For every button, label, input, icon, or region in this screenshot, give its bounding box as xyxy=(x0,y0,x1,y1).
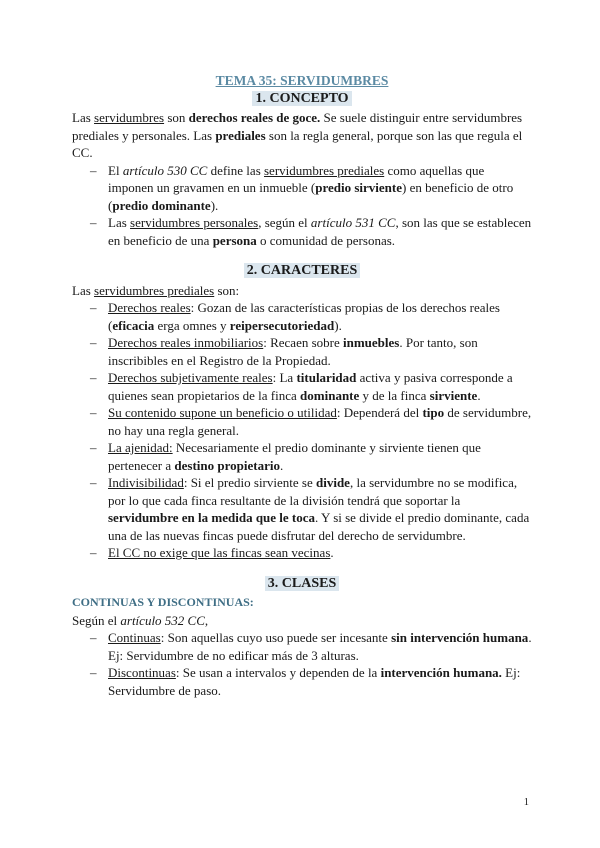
list-item xyxy=(72,334,532,369)
text-run: : Son aquellas cuyo uso puede ser incesante xyxy=(160,630,392,645)
bold-term: tipo xyxy=(422,405,445,420)
text-run: : Recaen sobre xyxy=(263,335,344,350)
text-run: , según el xyxy=(258,215,311,230)
text-run: ). xyxy=(334,317,342,333)
text-run: : Si el predio sirviente se xyxy=(183,475,316,490)
list-item xyxy=(72,474,532,544)
underlined-term: Derechos reales inmobiliarios xyxy=(108,335,264,350)
caracteres-list xyxy=(72,299,532,562)
list-item xyxy=(72,544,532,562)
bold-term: persona xyxy=(212,232,257,248)
list-item xyxy=(72,629,532,664)
text-run: , la servidumbre no se modifica, por lo que cada finca resultante de la división tendrá que soportar la xyxy=(108,475,518,508)
text-run: activa y pasiva corresponde a quienes sean propietarios de la finca xyxy=(108,370,513,403)
caracteres-heading-text: 2. CARACTERES xyxy=(244,263,360,278)
list-item xyxy=(72,369,532,404)
text-run: : Gozan de las características propias de los derechos reales ( xyxy=(108,300,500,333)
underlined-term: Derechos subjetivamente reales xyxy=(108,370,273,385)
text-run: o comunidad de personas. xyxy=(256,232,396,248)
text-run: define las xyxy=(207,162,264,178)
text-run: Las xyxy=(72,110,95,125)
concepto-list xyxy=(72,162,532,250)
concepto-intro xyxy=(72,109,532,162)
text-run: Ej: Servidumbre de paso. xyxy=(108,665,521,698)
underlined-term: servidumbres xyxy=(94,110,165,125)
text-run: . xyxy=(330,545,334,560)
caracteres-intro xyxy=(72,282,532,300)
bold-term: eficacia xyxy=(112,317,155,333)
page-number: 1 xyxy=(523,797,529,808)
text-run: , son las que se establecen en beneficio de una xyxy=(108,215,532,248)
text-run: erga omnes y xyxy=(154,317,230,333)
italic-term: artículo 531 CC xyxy=(310,215,396,230)
text-run: Las xyxy=(72,282,95,298)
underlined-term: El CC no exige que las fincas sean vecinas xyxy=(108,545,331,560)
text-run: ). xyxy=(210,197,219,213)
list-item xyxy=(72,162,532,215)
underlined-term: La ajenidad: xyxy=(108,440,173,455)
list-item xyxy=(72,664,532,699)
text-run: son la regla general, porque son las que regula el CC. xyxy=(72,127,523,160)
bold-term: predio dominante xyxy=(112,197,211,213)
bold-term: destino propietario xyxy=(174,457,280,473)
list-item xyxy=(72,214,532,249)
text-run: Necesariamente el predio dominante y sirviente tienen que pertenecer a xyxy=(108,440,481,473)
italic-term: artículo 530 CC xyxy=(122,162,208,178)
underlined-term: Derechos reales xyxy=(108,300,191,315)
section-heading-concepto xyxy=(72,90,532,108)
bold-term: predio sirviente xyxy=(315,180,403,195)
text-run: Según el xyxy=(72,612,121,628)
section-heading-clases xyxy=(72,575,532,593)
clases-heading-text: 3. CLASES xyxy=(265,576,339,591)
list-item xyxy=(72,404,532,439)
text-run: son xyxy=(164,110,189,125)
text-run: y de la finca xyxy=(359,387,430,403)
underlined-term: Su contenido supone un beneficio o utilidad xyxy=(108,405,337,420)
text-run: . xyxy=(477,387,481,403)
text-run: . Y si se divide el predio dominante, cada una de las nuevas fincas puede disfrutar del derecho de servidumbre. xyxy=(108,510,530,543)
clases-subheading: CONTINUAS Y DISCONTINUAS: xyxy=(72,595,254,609)
bold-term: reipersecutoriedad xyxy=(229,317,335,333)
text-run: : Dependerá del xyxy=(336,405,423,420)
bold-term: dominante xyxy=(300,387,360,403)
text-run: . Por tanto, son inscribibles en el Registro de la Propiedad. xyxy=(108,335,478,368)
underlined-term: Indivisibilidad xyxy=(108,475,184,490)
underlined-term: Discontinuas xyxy=(108,665,176,680)
text-run: : La xyxy=(272,370,297,385)
bold-term: sirviente xyxy=(429,387,478,403)
bold-term: sin intervención humana xyxy=(391,630,529,645)
bold-term: prediales xyxy=(215,127,266,143)
text-run: son: xyxy=(214,282,240,298)
clases-list xyxy=(72,629,532,699)
section-clases xyxy=(72,575,532,700)
underlined-term: servidumbres prediales xyxy=(94,282,215,298)
list-item xyxy=(72,299,532,334)
text-run: : Se usan a intervalos y dependen de la xyxy=(175,665,381,680)
text-run: , xyxy=(204,612,209,628)
italic-term: artículo 532 CC xyxy=(120,612,205,628)
text-run: . Ej: Servidumbre de no edificar más de 3 alturas. xyxy=(108,630,532,663)
bold-term: divide xyxy=(315,475,350,490)
bold-term: titularidad xyxy=(296,370,357,385)
section-heading-caracteres xyxy=(72,262,532,280)
text-run: de servidumbre, no hay una regla general. xyxy=(108,405,532,438)
text-run: ) en beneficio de otro ( xyxy=(108,180,514,213)
text-run: como aquellas que imponen un gravamen en un inmueble ( xyxy=(108,162,485,195)
bold-term: inmuebles xyxy=(343,335,400,350)
underlined-term: servidumbres prediales xyxy=(264,162,385,178)
text-run: Las xyxy=(108,215,131,230)
text-run: El xyxy=(108,162,123,178)
document-title: TEMA 35: SERVIDUMBRES xyxy=(215,73,389,88)
list-item xyxy=(72,439,532,474)
bold-term: derechos reales de goce. xyxy=(188,110,321,125)
bold-term: intervención humana. xyxy=(380,665,502,680)
underlined-term: servidumbres personales xyxy=(130,215,259,230)
bold-term: servidumbre en la medida que le toca xyxy=(108,510,316,525)
underlined-term: Continuas xyxy=(108,630,161,645)
section-concepto xyxy=(72,90,532,250)
clases-intro xyxy=(72,612,532,630)
section-caracteres xyxy=(72,262,532,562)
text-run: Se suele distinguir entre servidumbres prediales y personales. Las xyxy=(72,110,523,143)
document-page xyxy=(72,72,532,699)
concepto-heading-text: 1. CONCEPTO xyxy=(252,91,351,106)
text-run: . xyxy=(279,457,284,473)
